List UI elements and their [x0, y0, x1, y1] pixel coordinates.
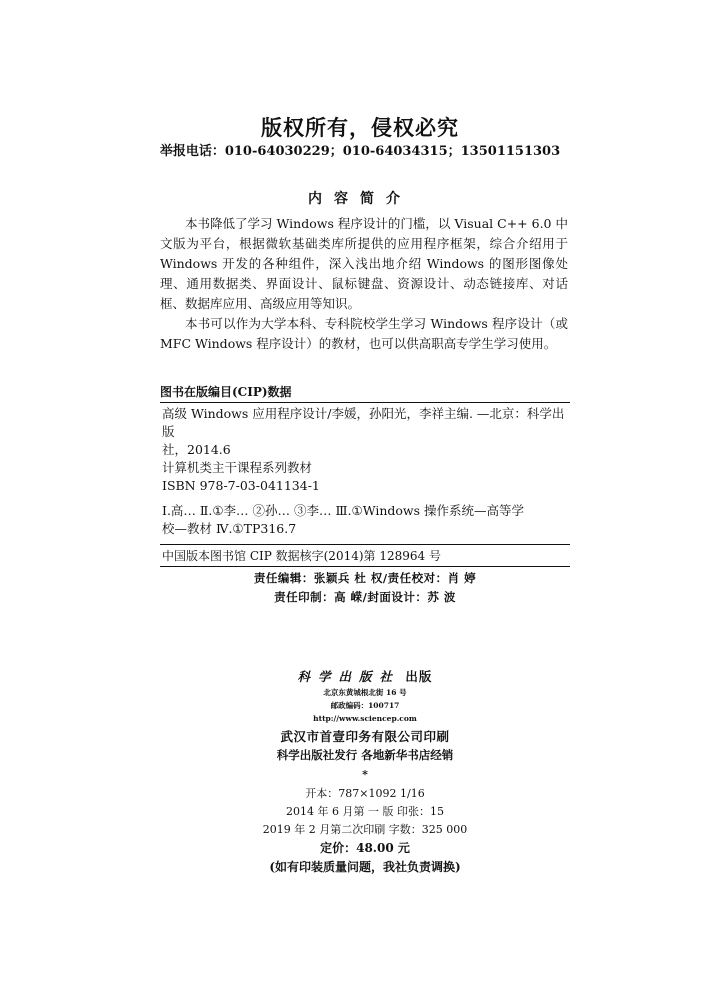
summary-heading: 内容简介	[308, 191, 412, 207]
cip-title: 图书在版编目(CIP)数据	[160, 384, 570, 403]
distribution-line: 科学出版社发行 各地新华书店经销	[276, 748, 454, 762]
publisher-logo-text: 科学出版社	[297, 669, 401, 684]
publisher-name	[160, 668, 570, 686]
staff-line: 责任编辑：张颖兵 杜 权/责任校对：肖 婷	[253, 571, 477, 585]
edition-line: 2014 年 6 月第 一 版 印张：15	[286, 805, 444, 818]
publisher-block	[160, 668, 570, 876]
cip-block	[160, 384, 570, 607]
summary-text	[160, 214, 568, 354]
publisher-address: 北京东黄城根北街 16 号	[323, 688, 407, 697]
cip-body	[160, 403, 570, 544]
copyright-title: 版权所有，侵权必究	[261, 115, 459, 140]
cip-book-line: 社，2014.6	[162, 442, 231, 457]
publisher-postcode: 邮政编码：100717	[330, 701, 400, 710]
price: 定价：48.00 元	[320, 841, 410, 855]
publisher-url: http://www.sciencep.com	[313, 714, 417, 723]
staff-line: 责任印制：高 嵘/封面设计：苏 波	[274, 590, 456, 604]
printer-name: 武汉市首壹印务有限公司印刷	[280, 729, 450, 744]
summary-paragraph: 本书降低了学习 Windows 程序设计的门槛，以 Visual C++ 6.0 中文版为平台，根据微软基础类库所提供的应用程序框架，综合介绍用于 Windows 开发的各种组件，深入浅出地介绍 Windows 的图形图像处理、通用数据类、界面设计、鼠标键盘、资源设计、动态链接库、对话框、数据库应用、高级应用等知识。	[160, 216, 568, 311]
quality-note: (如有印装质量问题，我社负责调换)	[269, 860, 461, 874]
separator-star: *	[362, 768, 368, 781]
cip-book-line: 高级 Windows 应用程序设计/李媛，孙阳光，李祥主编. —北京：科学出版	[162, 406, 565, 439]
cip-gap	[162, 495, 570, 502]
printing-line: 2019 年 2 月第二次印刷 字数：325 000	[262, 823, 468, 836]
format-line: 开本：787×1092 1/16	[305, 787, 425, 800]
cip-record-number: 中国版本图书馆 CIP 数据核字(2014)第 128964 号	[160, 544, 570, 567]
cip-series: 计算机类主干课程系列教材	[162, 460, 313, 475]
summary-paragraph: 本书可以作为大学本科、专科院校学生学习 Windows 程序设计（或 MFC Windows 程序设计）的教材，也可以供高职高专学生学习使用。	[160, 316, 568, 351]
cip-subjects-line: Ⅰ.高… Ⅱ.①李… ②孙… ③李… Ⅲ.①Windows 操作系统—高等学	[162, 503, 525, 518]
cip-isbn: ISBN 978-7-03-041134-1	[162, 478, 320, 493]
report-hotline: 举报电话：010-64030229；010-64034315；13501151303	[159, 144, 561, 159]
staff-credits	[160, 569, 570, 607]
cip-subjects-line: 校—教材 Ⅳ.①TP316.7	[162, 521, 297, 536]
publisher-name-suffix: 出版	[405, 669, 433, 684]
